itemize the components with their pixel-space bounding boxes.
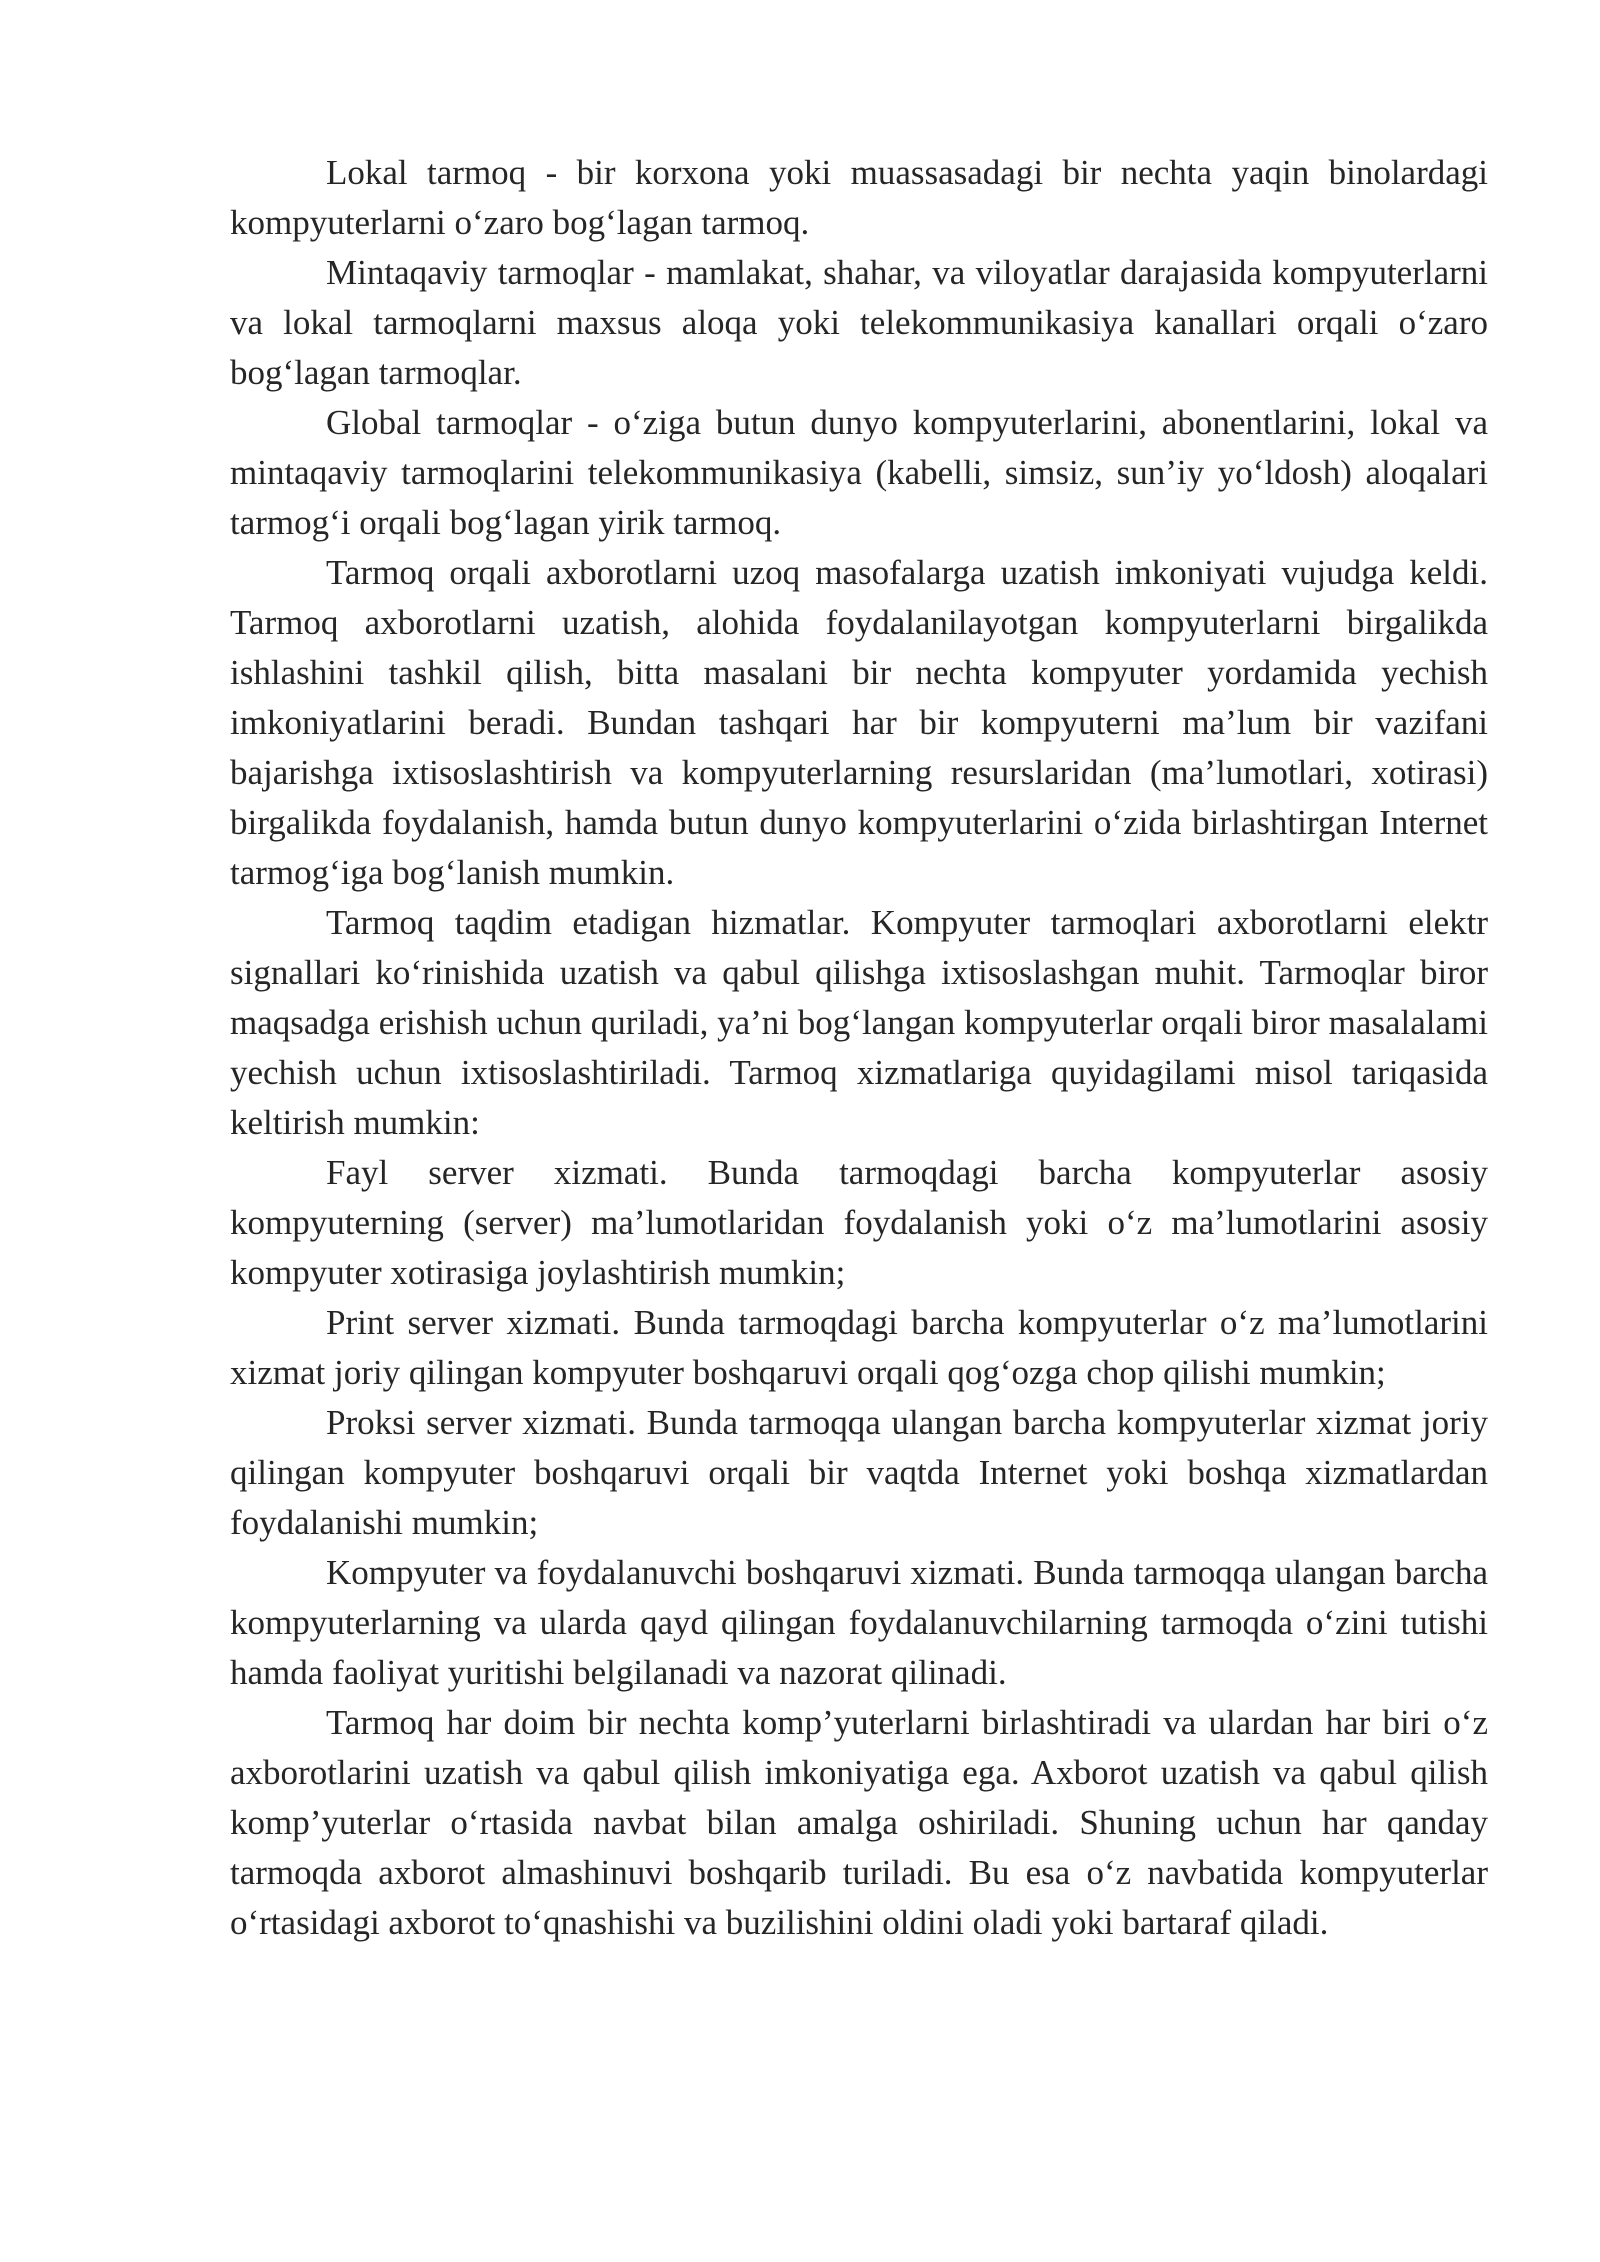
paragraph-global-networks: Global tarmoqlar - o‘ziga butun dunyo kompyuterlarini, abonentlarini, lokal va mintaqaviy tarmoqlarini telekommunikasiya (kabelli, simsiz, sun’iy yo‘ldosh) aloqalari tarmog‘i orqali bog‘lagan yirik tarmoq. [230,403,1488,542]
paragraph-network-capabilities: Tarmoq orqali axborotlarni uzoq masofalarga uzatish imkoniyati vujudga keldi. Tarmoq axborotlarni uzatish, alohida foydalanilayotgan kompyuterlarni birgalikda ishlashini tashkil qilish, bitta masalani bir nechta kompyuter yordamida yechish imkoniyatlarini beradi. Bundan tashqari har bir kompyuterni ma’lum bir vazifani bajarishga ixtisoslashtirish va kompyuterlarning resurslaridan (ma’lumotlari, xotirasi) birgalikda foydalanish, hamda butun dunyo kompyuterlarini o‘zida birlashtirgan Internet tarmog‘iga bog‘lanish mumkin. [230,553,1488,892]
paragraph-user-management: Kompyuter va foydalanuvchi boshqaruvi xizmati. Bunda tarmoqqa ulangan barcha kompyuterlarning va ularda qayd qilingan foydalanuvchilarning tarmoqda o‘zini tutishi hamda faoliyat yuritishi belgilanadi va nazorat qilinadi. [230,1553,1488,1692]
paragraph-print-server: Print server xizmati. Bunda tarmoqdagi barcha kompyuterlar o‘z ma’lumotlarini xizmat joriy qilingan kompyuter boshqaruvi orqali qog‘ozga chop qilishi mumkin; [230,1303,1488,1392]
paragraph-proxy-server: Proksi server xizmati. Bunda tarmoqqa ulangan barcha kompyuterlar xizmat joriy qilingan kompyuter boshqaruvi orqali bir vaqtda Internet yoki boshqa xizmatlardan foydalanishi mumkin; [230,1403,1488,1542]
paragraph-regional-networks: Mintaqaviy tarmoqlar - mamlakat, shahar, va viloyatlar darajasida kompyuterlarni va lokal tarmoqlarni maxsus aloqa yoki telekommunikasiya kanallari orqali o‘zaro bog‘lagan tarmoqlar. [230,253,1488,392]
paragraph-network-services: Tarmoq taqdim etadigan hizmatlar. Kompyuter tarmoqlari axborotlarni elektr signallari ko‘rinishida uzatish va qabul qilishga ixtisoslashgan muhit. Tarmoqlar biror maqsadga erishish uchun quriladi, ya’ni bog‘langan kompyuterlar orqali biror masalalami yechish uchun ixtisoslashtiriladi. Tarmoq xizmatlariga quyidagilami misol tariqasida keltirish mumkin: [230,903,1488,1142]
document-page [230,148,1488,1948]
paragraph-file-server: Fayl server xizmati. Bunda tarmoqdagi barcha kompyuterlar asosiy kompyuterning (server) ma’lumotlaridan foydalanish yoki o‘z ma’lumotlarini asosiy kompyuter xotirasiga joylashtirish mumkin; [230,1153,1488,1292]
paragraph-network-exchange: Tarmoq har doim bir nechta komp’yuterlarni birlashtiradi va ulardan har biri o‘z axborotlarini uzatish va qabul qilish imkoniyatiga ega. Axborot uzatish va qabul qilish komp’yuterlar o‘rtasida navbat bilan amalga oshiriladi. Shuning uchun har qanday tarmoqda axborot almashinuvi boshqarib turiladi. Bu esa o‘z navbatida kompyuterlar o‘rtasidagi axborot to‘qnashishi va buzilishini oldini oladi yoki bartaraf qiladi. [230,1703,1488,1942]
paragraph-local-network: Lokal tarmoq - bir korxona yoki muassasadagi bir nechta yaqin binolardagi kompyuterlarni o‘zaro bog‘lagan tarmoq. [230,153,1488,242]
